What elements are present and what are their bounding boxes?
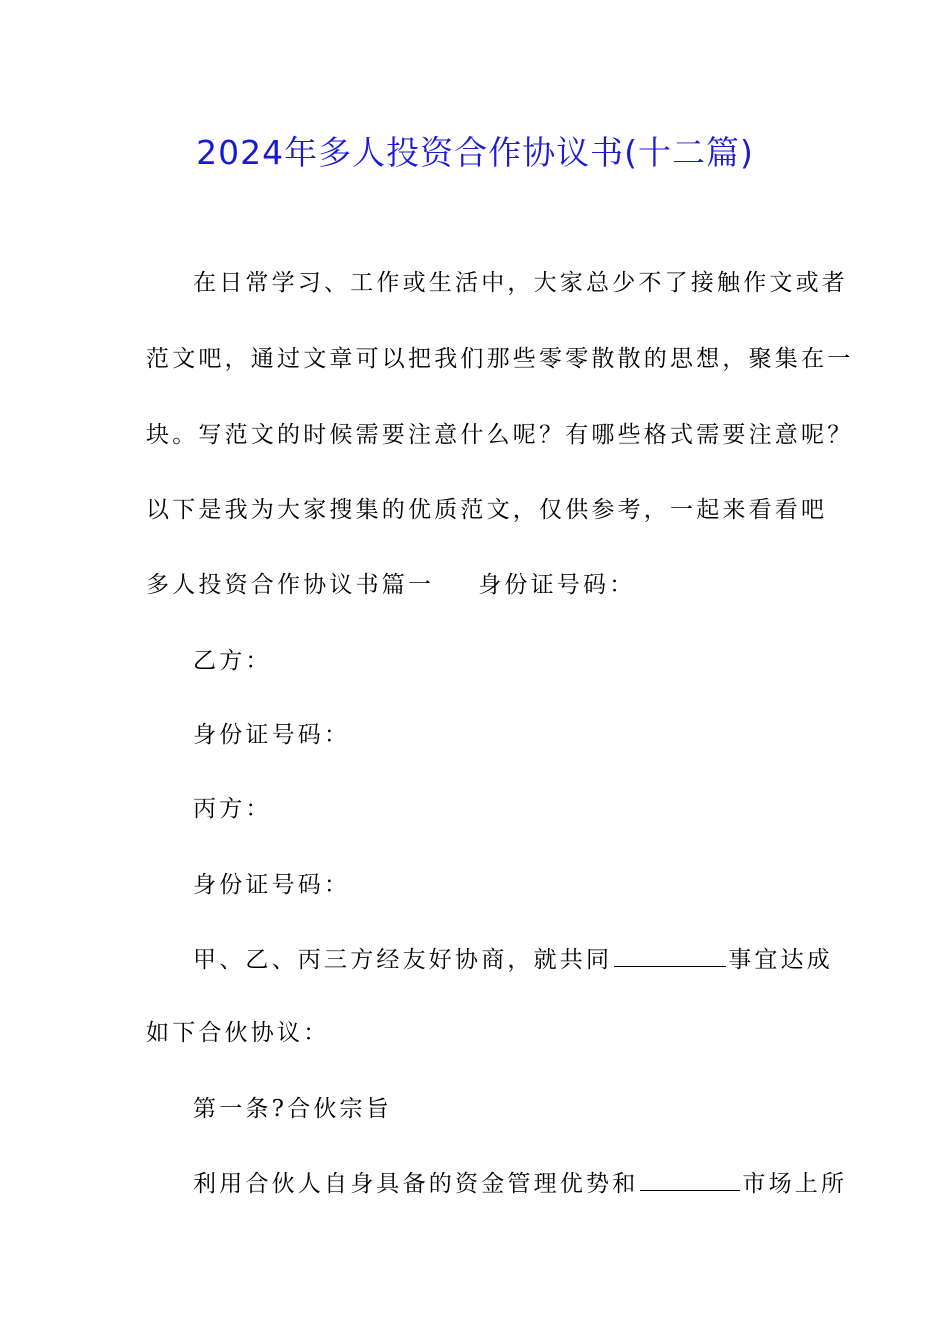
id-number-label: 身份证号码： [193, 872, 351, 898]
party-c-label: 丙方： [193, 796, 272, 822]
paragraph-line: 块。写范文的时候需要注意什么呢？有哪些格式需要注意呢？ [146, 422, 854, 448]
article-heading: 第一条?合伙宗旨 [193, 1096, 392, 1122]
party-b-label: 乙方： [193, 648, 272, 674]
paragraph-line: 在日常学习、工作或生活中，大家总少不了接触作文或者 [193, 270, 848, 296]
paragraph-line [193, 1168, 847, 1199]
section-heading: 多人投资合作协议书篇一 [146, 572, 435, 598]
id-number-label: 身份证号码： [478, 572, 636, 598]
fill-in-blank[interactable] [640, 1168, 740, 1191]
section-heading-line [146, 570, 635, 600]
id-number-label: 身份证号码： [193, 722, 351, 748]
paragraph-line: 以下是我为大家搜集的优质范文，仅供参考，一起来看看吧 [146, 497, 828, 523]
paragraph-line [193, 944, 833, 975]
paragraph-line: 如下合伙协议： [146, 1020, 330, 1046]
document-title: 2024年多人投资合作协议书(十二篇) [196, 133, 754, 172]
text-segment: 市场上所 [742, 1171, 848, 1197]
text-segment: 事宜达成 [728, 947, 834, 973]
text-segment: 甲、乙、丙三方经友好协商，就共同 [193, 947, 613, 973]
fill-in-blank[interactable] [614, 944, 726, 967]
paragraph-line: 范文吧，通过文章可以把我们那些零零散散的思想，聚集在一 [146, 346, 854, 372]
text-segment: 利用合伙人自身具备的资金管理优势和 [193, 1171, 639, 1197]
